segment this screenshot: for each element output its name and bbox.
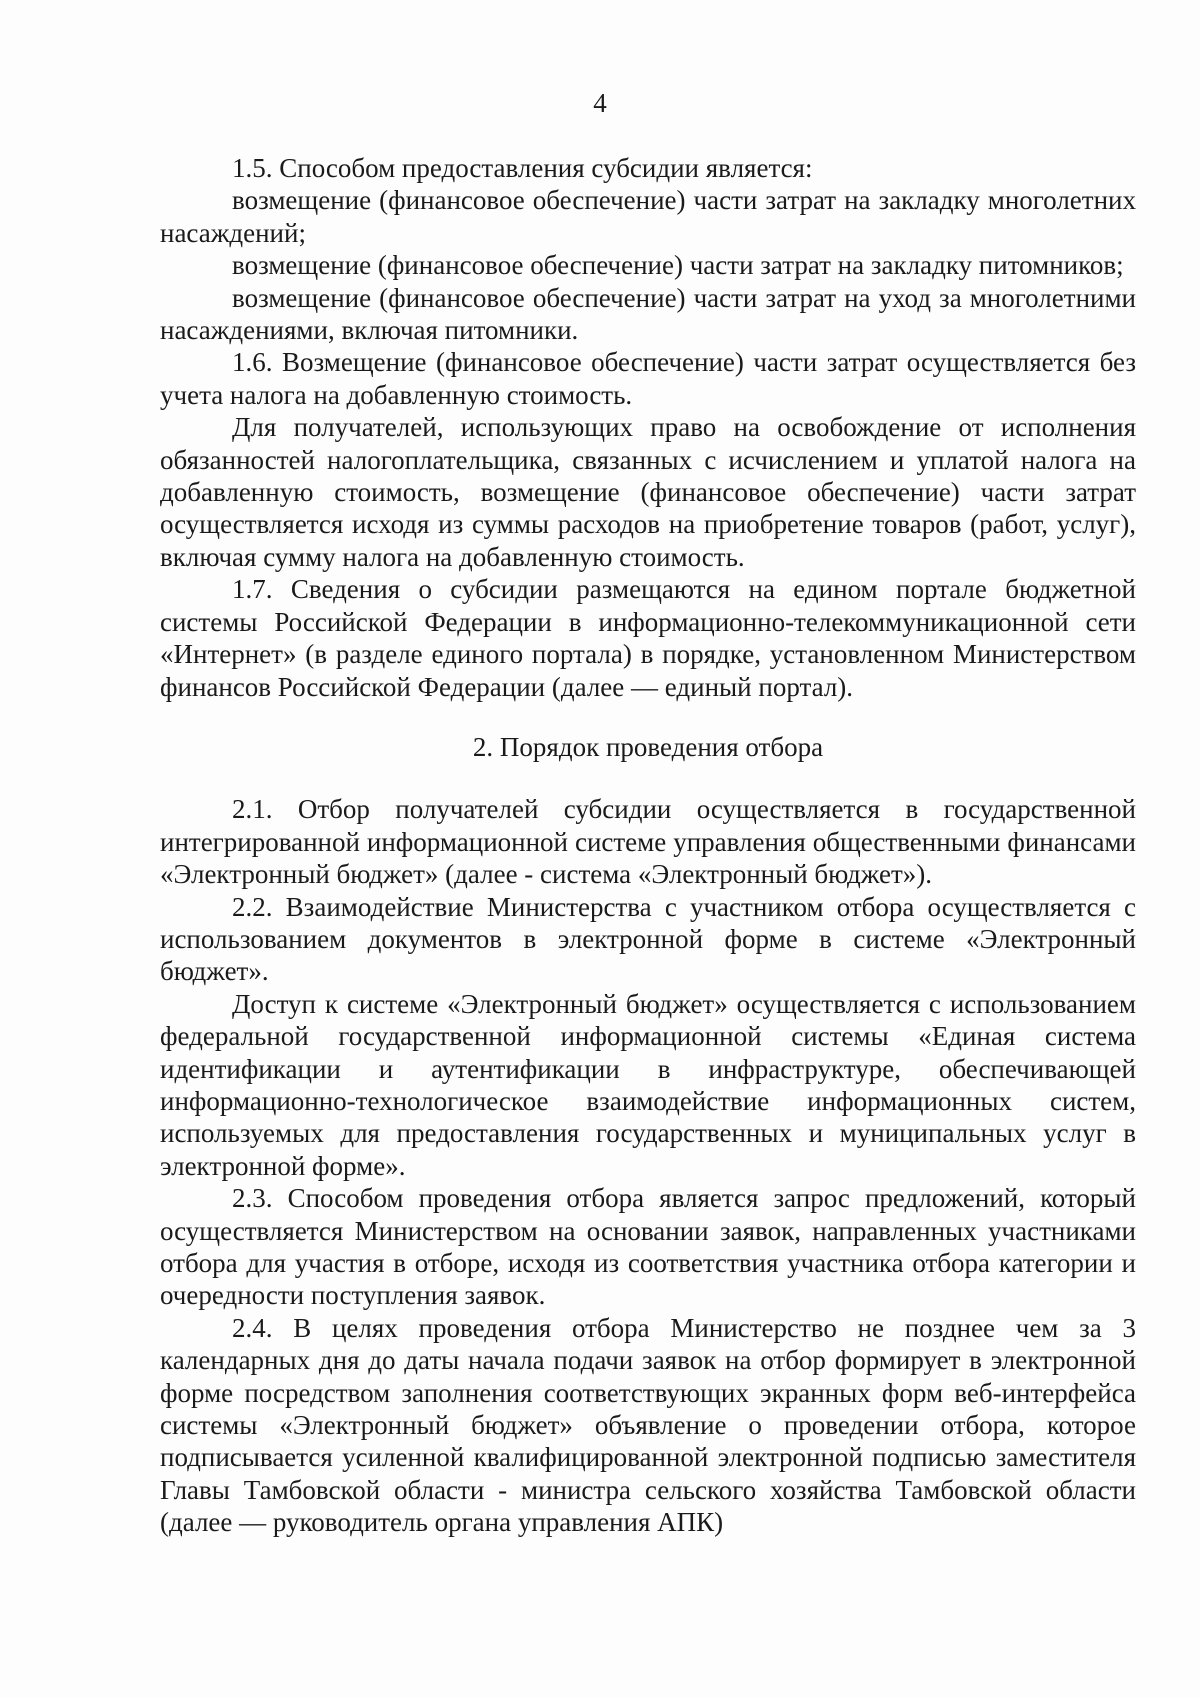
- document-body: [160, 152, 1136, 1539]
- page-number: 4: [593, 88, 607, 118]
- section-heading-2: 2. Порядок проведения отбора: [472, 731, 824, 762]
- paragraph-1-5-item-c: возмещение (финансовое обеспечение) части затрат на уход за многолетними насаждениями, включая питомники.: [160, 282, 1136, 346]
- paragraph-2-4: 2.4. В целях проведения отбора Министерство не позднее чем за 3 календарных дня до даты начала подачи заявок на отбор формирует в электронной форме посредством заполнения соответствующих экранных форм веб-интерфейса системы «Электронный бюджет» объявление о проведении отбора, которое подписывается усиленной квалифицированной электронной подписью заместителя Главы Тамбовской области - министра сельского хозяйства Тамбовской области (далее — руководитель органа управления АПК): [160, 1312, 1136, 1538]
- paragraph-2-2-continued: Доступ к системе «Электронный бюджет» осуществляется с использованием федеральной государственной информационной системы «Единая система идентификации и аутентификации в инфраструктуре, обеспечивающей информационно-технологическое взаимодействие информационных систем, используемых для предоставления государственных и муниципальных услуг в электронной форме».: [160, 988, 1136, 1181]
- paragraph-1-7: 1.7. Сведения о субсидии размещаются на едином портале бюджетной системы Российской Федерации в информационно-телекоммуникационной сети «Интернет» (в разделе единого портала) в порядке, установленном Министерством финансов Российской Федерации (далее — единый портал).: [160, 574, 1136, 702]
- paragraph-1-5: 1.5. Способом предоставления субсидии является:: [232, 153, 813, 183]
- paragraph-2-3: 2.3. Способом проведения отбора является запрос предложений, который осуществляется Министерством на основании заявок, направленных участниками отбора для участия в отборе, исходя из соответствия участника отбора категории и очередности поступления заявок.: [160, 1183, 1136, 1311]
- paragraph-2-2: 2.2. Взаимодействие Министерства с участником отбора осуществляется с использованием документов в электронной форме в системе «Электронный бюджет».: [160, 891, 1136, 987]
- paragraph-1-5-item-a: возмещение (финансовое обеспечение) части затрат на закладку многолетних насаждений;: [160, 185, 1136, 248]
- paragraph-1-6: 1.6. Возмещение (финансовое обеспечение) части затрат осуществляется без учета налога на добавленную стоимость.: [160, 347, 1136, 410]
- paragraph-2-1: 2.1. Отбор получателей субсидии осуществляется в государственной интегрированной информационной системе управления общественными финансами «Электронный бюджет» (далее - система «Электронный бюджет»).: [160, 794, 1136, 890]
- paragraph-1-5-item-b: возмещение (финансовое обеспечение) части затрат на закладку питомников;: [232, 250, 1124, 281]
- paragraph-1-6-continued: Для получателей, использующих право на освобождение от исполнения обязанностей налогоплательщика, связанных с исчислением и уплатой налога на добавленную стоимость, возмещение (финансовое обеспечение) части затрат осуществляется исходя из суммы расходов на приобретение товаров (работ, услуг), включая сумму налога на добавленную стоимость.: [160, 412, 1136, 572]
